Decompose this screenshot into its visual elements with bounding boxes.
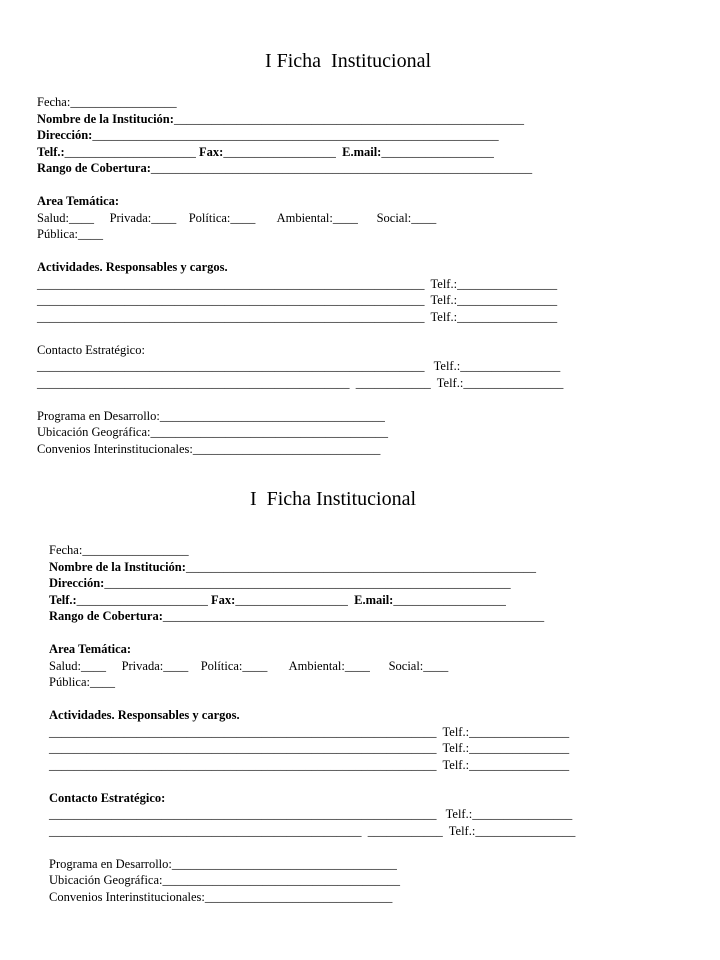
- area-tematica-heading: Area Temática:: [37, 194, 120, 208]
- programa-field[interactable]: Programa en Desarrollo:____________________________________: [49, 856, 397, 871]
- fax-label: Fax:: [211, 592, 236, 607]
- telf-blank[interactable]: _____________________: [64, 144, 196, 159]
- fecha-blank[interactable]: _________________: [82, 543, 189, 557]
- area-tematica-row-2[interactable]: Pública:____: [49, 675, 115, 689]
- actividades-line[interactable]: ______________________________________________________________ Telf.:________________: [37, 276, 558, 291]
- contacto-line[interactable]: __________________________________________________ ____________ Telf.:________________: [49, 823, 576, 838]
- nombre-label: Nombre de la Institución:: [49, 559, 186, 574]
- fax-blank[interactable]: __________________: [235, 592, 348, 607]
- actividades-heading: Actividades. Responsables y cargos.: [49, 708, 240, 722]
- telf-label: Telf.:: [37, 144, 65, 159]
- nombre-blank[interactable]: ________________________________________________________: [185, 559, 536, 574]
- form-title: I Ficha Institucional: [249, 488, 417, 510]
- form-title: I Ficha Institucional: [264, 50, 432, 72]
- nombre-institucion-field[interactable]: [37, 111, 677, 128]
- ficha-form-2: [49, 486, 689, 905]
- ubicacion-field[interactable]: Ubicación Geográfica:______________________________________: [37, 425, 388, 439]
- fecha-field[interactable]: [49, 542, 689, 559]
- rango-label: Rango de Cobertura:: [37, 161, 151, 175]
- contacto-heading: Contacto Estratégico:: [49, 790, 166, 805]
- contacto-heading: Contacto Estratégico:: [37, 342, 145, 357]
- fax-blank[interactable]: __________________: [223, 144, 336, 159]
- actividades-heading: Actividades. Responsables y cargos.: [37, 260, 228, 274]
- direccion-field[interactable]: [49, 575, 689, 592]
- direccion-label: Dirección:: [49, 576, 105, 590]
- convenios-field[interactable]: Convenios Interinstitucionales:______________________________: [49, 889, 393, 904]
- telf-blank[interactable]: _____________________: [76, 592, 208, 607]
- contacto-line[interactable]: ______________________________________________________________ Telf.:________________: [49, 807, 573, 821]
- nombre-institucion-field[interactable]: [49, 559, 689, 576]
- fax-label: Fax:: [199, 144, 224, 159]
- fecha-label: Fecha:: [49, 543, 83, 557]
- email-label: E.mail:: [342, 144, 382, 159]
- convenios-field[interactable]: Convenios Interinstitucionales:______________________________: [37, 441, 381, 456]
- actividades-line[interactable]: ______________________________________________________________ Telf.:________________: [37, 293, 558, 307]
- ficha-form-1: [37, 48, 677, 457]
- direccion-label: Dirección:: [37, 128, 93, 142]
- area-tematica-row-1[interactable]: Salud:____ Privada:____ Política:____ Ambiental:____ Social:____: [37, 210, 437, 225]
- rango-label: Rango de Cobertura:: [49, 609, 163, 623]
- actividades-line[interactable]: ______________________________________________________________ Telf.:________________: [49, 724, 570, 739]
- actividades-line[interactable]: ______________________________________________________________ Telf.:________________: [49, 741, 570, 755]
- fecha-field[interactable]: [37, 94, 677, 111]
- direccion-blank[interactable]: _________________________________________________________________: [92, 128, 499, 142]
- area-tematica-heading: Area Temática:: [49, 642, 132, 656]
- contact-row: [49, 592, 689, 609]
- actividades-line[interactable]: ______________________________________________________________ Telf.:________________: [49, 757, 570, 772]
- rango-cobertura-field[interactable]: [49, 608, 689, 625]
- rango-cobertura-field[interactable]: [37, 160, 677, 177]
- email-label: E.mail:: [354, 592, 394, 607]
- direccion-field[interactable]: [37, 127, 677, 144]
- fecha-blank[interactable]: _________________: [70, 95, 177, 109]
- direccion-blank[interactable]: _________________________________________________________________: [104, 576, 511, 590]
- ubicacion-field[interactable]: Ubicación Geográfica:______________________________________: [49, 873, 400, 887]
- contacto-line[interactable]: __________________________________________________ ____________ Telf.:________________: [37, 375, 564, 390]
- nombre-blank[interactable]: ________________________________________________________: [173, 111, 524, 126]
- nombre-label: Nombre de la Institución:: [37, 111, 174, 126]
- fecha-label: Fecha:: [37, 95, 71, 109]
- programa-field[interactable]: Programa en Desarrollo:____________________________________: [37, 408, 385, 423]
- actividades-line[interactable]: ______________________________________________________________ Telf.:________________: [37, 309, 558, 324]
- area-tematica-row-1[interactable]: Salud:____ Privada:____ Política:____ Ambiental:____ Social:____: [49, 658, 449, 673]
- rango-blank[interactable]: _____________________________________________________________: [150, 161, 533, 175]
- telf-label: Telf.:: [49, 592, 77, 607]
- contact-row: [37, 144, 677, 161]
- rango-blank[interactable]: _____________________________________________________________: [162, 609, 545, 623]
- email-blank[interactable]: __________________: [381, 144, 494, 159]
- contacto-line[interactable]: ______________________________________________________________ Telf.:________________: [37, 359, 561, 373]
- area-tematica-row-2[interactable]: Pública:____: [37, 227, 103, 241]
- email-blank[interactable]: __________________: [393, 592, 506, 607]
